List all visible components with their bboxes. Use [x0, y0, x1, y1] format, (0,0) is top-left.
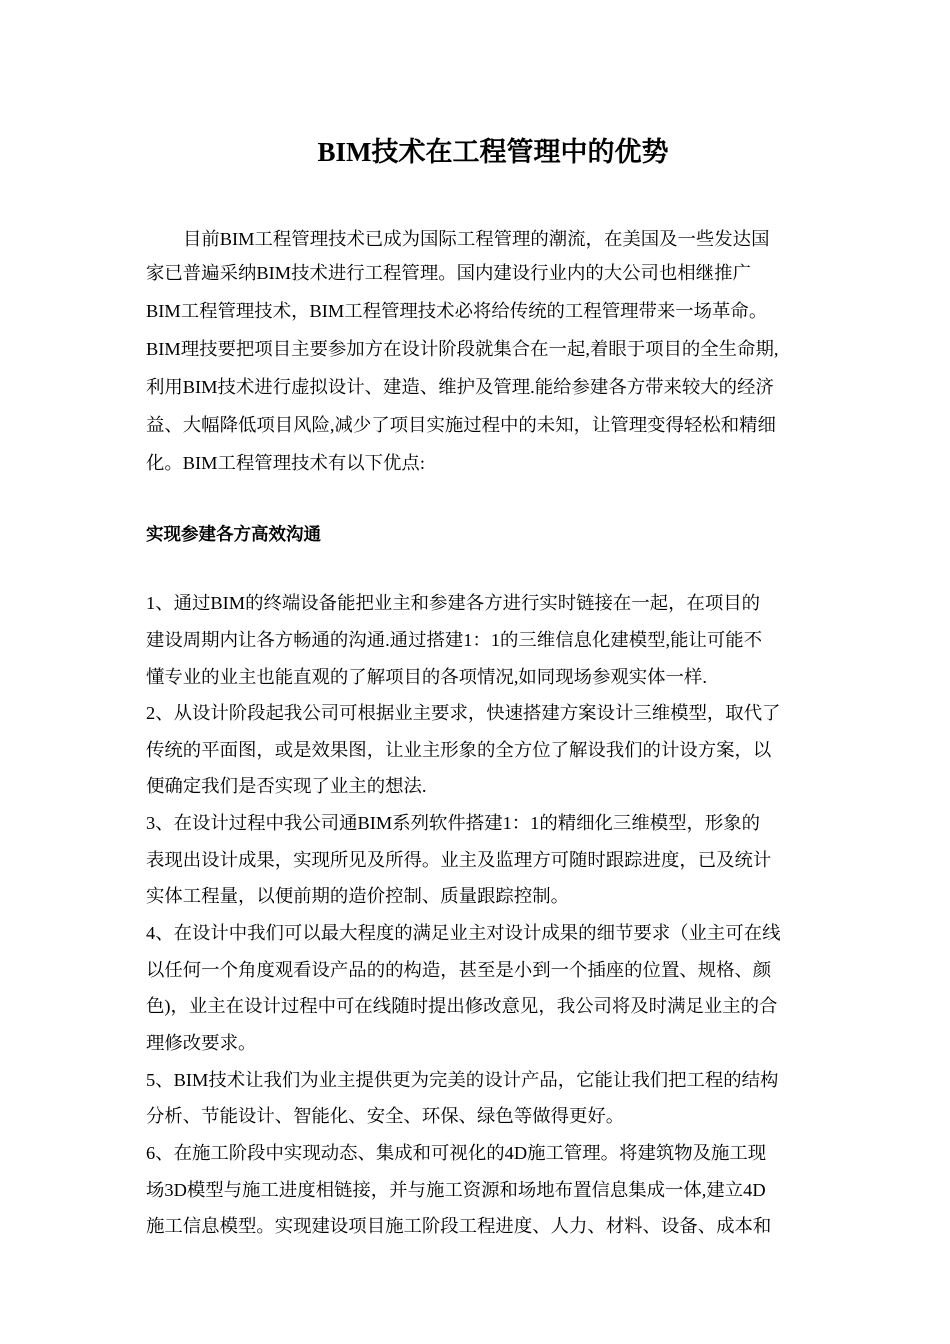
intro-line: 利用BIM技术进行虚拟设计、建造、维护及管理.能给参建各方带来较大的经济: [146, 377, 774, 397]
item-line: 实体工程量，以便前期的造价控制、质量跟踪控制。: [146, 886, 569, 906]
intro-line: 目前BIM工程管理技术已成为国际工程管理的潮流，在美国及一些发达国: [183, 229, 770, 249]
item-line: 分析、节能设计、智能化、安全、环保、绿色等做得更好。: [146, 1106, 625, 1126]
intro-line: BIM工程管理技术，BIM工程管理技术必将给传统的工程管理带来一场革命。: [146, 301, 768, 321]
item-line: 3、在设计过程中我公司通BIM系列软件搭建1：1的精细化三维模型，形象的: [146, 813, 761, 833]
item-line: 2、从设计阶段起我公司可根据业主要求，快速搭建方案设计三维模型，取代了: [146, 703, 781, 723]
item-line: 表现出设计成果，实现所见及所得。业主及监理方可随时跟踪进度，已及统计: [146, 850, 772, 870]
intro-line: BIM理技要把项目主要参加方在设计阶段就集合在一起,着眼于项目的全生命期,: [146, 339, 779, 359]
item-line: 施工信息模型。实现建设项目施工阶段工程进度、人力、材料、设备、成本和: [146, 1216, 772, 1236]
intro-line: 益、大幅降低项目风险,减少了项目实施过程中的未知，让管理变得轻松和精细: [146, 415, 776, 435]
item-line: 场3D模型与施工进度相链接，并与施工资源和场地布置信息集成一体,建立4D: [146, 1180, 766, 1200]
intro-line: 化。BIM工程管理技术有以下优点:: [146, 453, 425, 473]
item-line: 1、通过BIM的终端设备能把业主和参建各方进行实时链接在一起，在项目的: [146, 593, 761, 613]
item-line: 5、BIM技术让我们为业主提供更为完美的设计产品，它能让我们把工程的结构: [146, 1070, 779, 1090]
item-line: 6、在施工阶段中实现动态、集成和可视化的4D施工管理。将建筑物及施工现: [146, 1143, 767, 1163]
item-line: 传统的平面图，或是效果图，让业主形象的全方位了解设我们的计设方案，以: [146, 740, 772, 760]
item-line: 懂专业的业主也能直观的了解项目的各项情况,如同现场参观实体一样.: [146, 667, 707, 687]
item-line: 理修改要求。: [146, 1033, 257, 1053]
section-heading: 实现参建各方高效沟通: [146, 524, 321, 544]
item-line: 便确定我们是否实现了业主的想法.: [146, 776, 427, 796]
item-line: 4、在设计中我们可以最大程度的满足业主对设计成果的细节要求（业主可在线: [146, 923, 781, 943]
item-line: 以任何一个角度观看设产品的的构造，甚至是小到一个插座的位置、规格、颜: [146, 960, 772, 980]
item-line: 建设周期内让各方畅通的沟通.通过搭建1：1的三维信息化建模型,能让可能不: [146, 630, 763, 650]
intro-line: 家已普遍采纳BIM技术进行工程管理。国内建设行业内的大公司也相继推广: [146, 263, 751, 283]
document-title: BIM技术在工程管理中的优势: [317, 137, 669, 167]
item-line: 色)，业主在设计过程中可在线随时提出修改意见，我公司将及时满足业主的合: [146, 996, 778, 1016]
